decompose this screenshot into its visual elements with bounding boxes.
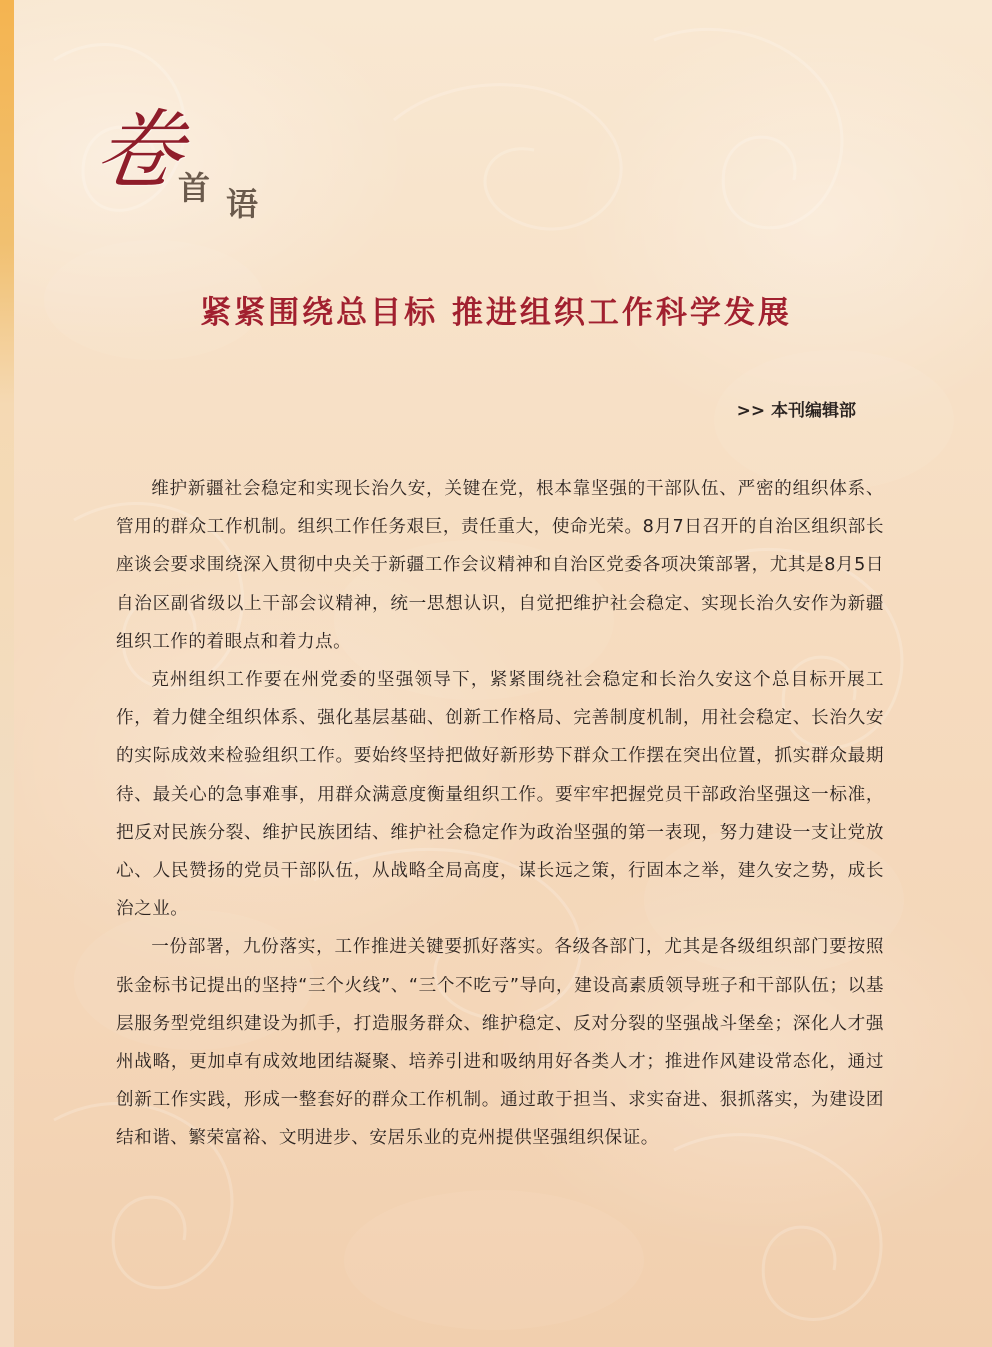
section-mark-small-char-1: 首 xyxy=(178,169,211,207)
section-mark-large-char: 卷 xyxy=(88,101,190,201)
section-mark-small-char-2: 语 xyxy=(226,185,259,223)
body-paragraph-1: 维护新疆社会稳定和实现长治久安，关键在党，根本靠坚强的干部队伍、严密的组织体系、管用的群众工作机制。组织工作任务艰巨，责任重大，使命光荣。8月7日召开的自治区组织部长座谈会要求围绕深入贯彻中央关于新疆工作会议精神和自治区党委各项决策部署，尤其是8月5日自治区副省级以上干部会议精神，统一思想认识，自觉把维护社会稳定、实现长治久安作为新疆组织工作的着眼点和着力点。 xyxy=(116,479,884,652)
article-body xyxy=(116,470,884,1158)
article-byline: >> 本刊编辑部 xyxy=(736,401,856,421)
left-edge-strip xyxy=(0,0,14,1347)
body-paragraph-3: 一份部署，九份落实，工作推进关键要抓好落实。各级各部门，尤其是各级组织部门要按照张金标书记提出的坚持“三个火线”、“三个不吃亏”导向，建设高素质领导班子和干部队伍；以基层服务型党组织建设为抓手，打造服务群众、维护稳定、反对分裂的坚强战斗堡垒；深化人才强州战略，更加卓有成效地团结凝聚、培养引进和吸纳用好各类人才；推进作风建设常态化，通过创新工作实践，形成一整套好的群众工作机制。通过敢于担当、求实奋进、狠抓落实，为建设团结和谐、繁荣富裕、文明进步、安居乐业的克州提供坚强组织保证。 xyxy=(116,937,884,1149)
article-title: 紧紧围绕总目标 推进组织工作科学发展 xyxy=(200,295,792,331)
body-paragraph-2: 克州组织工作要在州党委的坚强领导下，紧紧围绕社会稳定和长治久安这个总目标开展工作，着力健全组织体系、强化基层基础、创新工作格局、完善制度机制，用社会稳定、长治久安的实际成效来检验组织工作。要始终坚持把做好新形势下群众工作摆在突出位置，抓实群众最期待、最关心的急事难事，用群众满意度衡量组织工作。要牢牢把握党员干部政治坚强这一标准，把反对民族分裂、维护民族团结、维护社会稳定作为政治坚强的第一表现，努力建设一支让党放心、人民赞扬的党员干部队伍，从战略全局高度，谋长远之策，行固本之举，建久安之势，成长治之业。 xyxy=(116,670,884,920)
section-heading-mark xyxy=(88,101,296,228)
